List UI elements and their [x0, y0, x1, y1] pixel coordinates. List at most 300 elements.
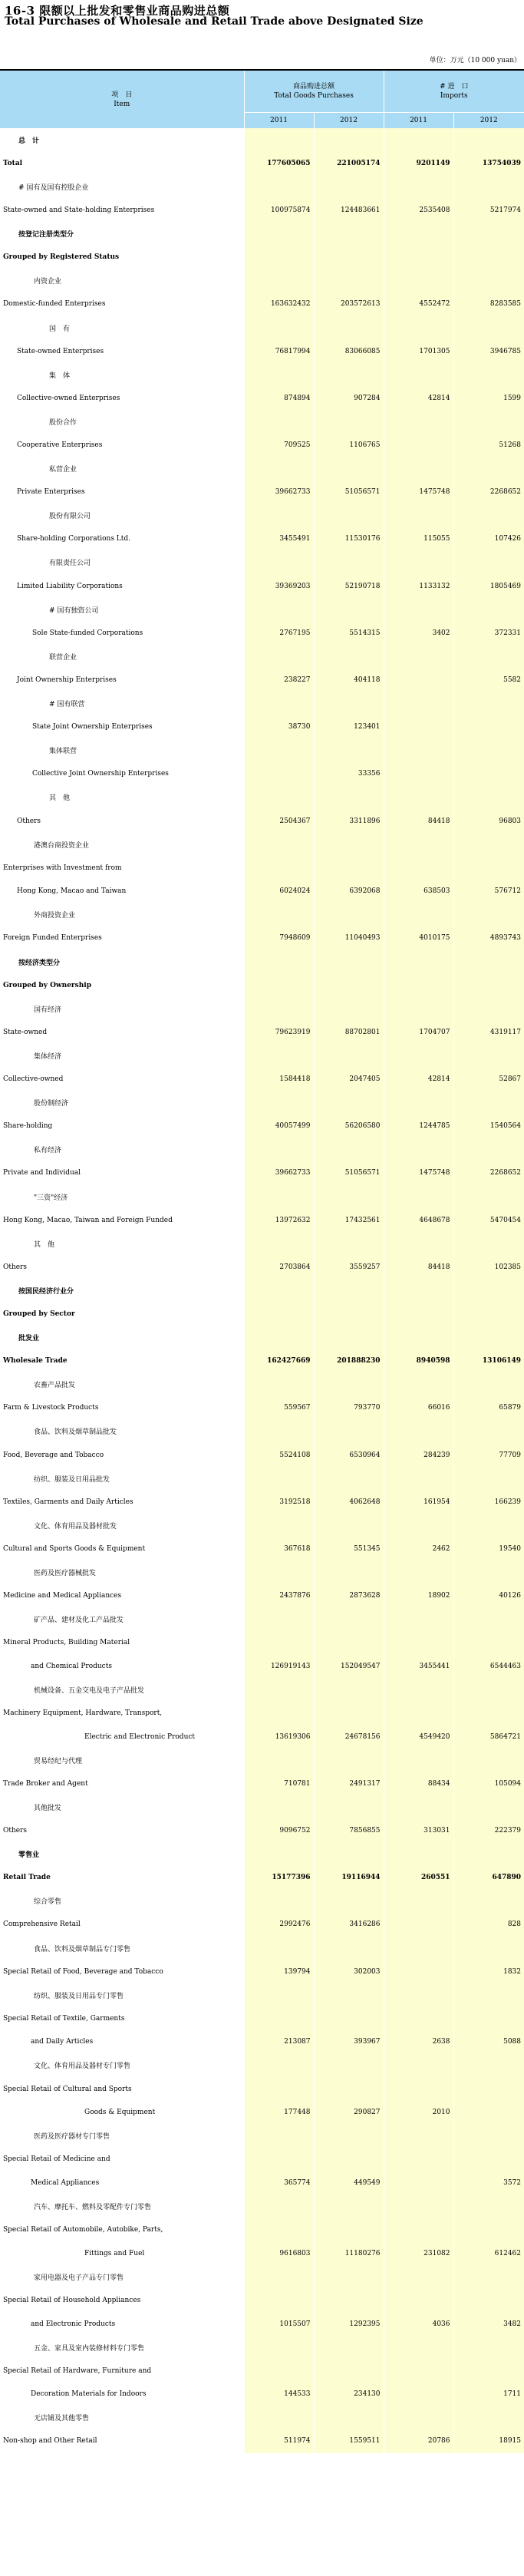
table-row — [0, 809, 524, 833]
row-value: 3482 — [453, 2312, 524, 2336]
row-value — [453, 316, 524, 340]
table-row — [0, 715, 524, 739]
row-value: 96803 — [453, 809, 524, 833]
table-row — [0, 1655, 524, 1679]
row-value — [384, 457, 453, 481]
row-value: 2504367 — [244, 809, 314, 833]
row-value — [244, 551, 314, 575]
table-row — [0, 434, 524, 457]
row-label: Collective-owned Enterprises — [0, 387, 244, 411]
row-value — [314, 410, 384, 434]
row-label: 港澳台商投资企业 — [0, 833, 244, 857]
table-row — [0, 1115, 524, 1138]
row-value: 1540564 — [453, 1115, 524, 1138]
row-value — [314, 1185, 384, 1209]
table-row — [0, 1279, 524, 1303]
row-value — [453, 222, 524, 246]
row-value — [314, 2359, 384, 2383]
row-value — [244, 222, 314, 246]
row-value — [314, 1983, 384, 2007]
table-row — [0, 2171, 524, 2195]
row-value: 83066085 — [314, 339, 384, 363]
table-row — [0, 1514, 524, 1537]
row-value — [384, 2289, 453, 2313]
row-value — [453, 175, 524, 199]
row-value — [244, 457, 314, 481]
row-value — [384, 1279, 453, 1303]
row-label: Textiles, Garments and Daily Articles — [0, 1490, 244, 1514]
row-label: Others — [0, 1256, 244, 1280]
row-value — [384, 973, 453, 997]
row-value — [453, 1937, 524, 1960]
row-value: 1106765 — [314, 434, 384, 457]
row-label: 其 他 — [0, 786, 244, 810]
row-value — [453, 1372, 524, 1396]
table-row — [0, 175, 524, 199]
table-row — [0, 2054, 524, 2078]
row-value — [384, 1842, 453, 1866]
row-value — [244, 269, 314, 293]
table-row — [0, 2101, 524, 2125]
row-label: Collective-owned — [0, 1068, 244, 1091]
row-value — [314, 1091, 384, 1115]
row-label: State-owned Enterprises — [0, 339, 244, 363]
row-value — [384, 1702, 453, 1726]
row-label: 汽车、摩托车、燃料及零配件专门零售 — [0, 2195, 244, 2218]
row-label: 按国民经济行业分 — [0, 1279, 244, 1303]
row-value — [384, 2054, 453, 2078]
header-purchases — [244, 70, 384, 113]
row-value — [244, 2054, 314, 2078]
table-row — [0, 222, 524, 246]
row-value: 2268652 — [453, 1161, 524, 1185]
row-label: 按经济类型分 — [0, 950, 244, 974]
row-value — [244, 363, 314, 387]
header-imports-cn: # 进 口 — [440, 83, 469, 91]
row-value — [314, 1044, 384, 1068]
row-value: 1711 — [453, 2383, 524, 2406]
row-value — [453, 2101, 524, 2125]
row-value — [453, 1702, 524, 1726]
row-value — [244, 1372, 314, 1396]
row-value — [453, 1303, 524, 1326]
row-value — [384, 2148, 453, 2171]
row-label: and Electronic Products — [0, 2312, 244, 2336]
table-row — [0, 1396, 524, 1420]
row-value — [244, 2336, 314, 2360]
row-value — [384, 128, 453, 152]
row-value — [453, 551, 524, 575]
row-value: 162427669 — [244, 1349, 314, 1373]
row-value: 33356 — [314, 762, 384, 786]
row-value: 166239 — [453, 1490, 524, 1514]
row-label: 其他批发 — [0, 1795, 244, 1819]
row-value — [384, 316, 453, 340]
row-value: 38730 — [244, 715, 314, 739]
table-row — [0, 1161, 524, 1185]
row-value: 793770 — [314, 1396, 384, 1420]
row-value: 123401 — [314, 715, 384, 739]
table-row — [0, 2241, 524, 2265]
row-label: Medicine and Medical Appliances — [0, 1584, 244, 1608]
row-value — [314, 973, 384, 997]
row-value — [453, 786, 524, 810]
header-item — [0, 70, 244, 128]
row-value — [314, 2218, 384, 2242]
row-value — [453, 269, 524, 293]
row-value: 39662733 — [244, 1161, 314, 1185]
table-row — [0, 2312, 524, 2336]
row-value — [384, 246, 453, 269]
row-label: 私有经济 — [0, 1138, 244, 1162]
header-year: 2011 — [384, 113, 453, 129]
row-value — [314, 692, 384, 715]
row-value — [244, 1749, 314, 1772]
row-label: 集 体 — [0, 363, 244, 387]
table-row — [0, 2124, 524, 2148]
row-value: 9616803 — [244, 2241, 314, 2265]
row-value — [384, 1326, 453, 1349]
row-value — [244, 2218, 314, 2242]
row-value — [384, 1631, 453, 1655]
row-value: 365774 — [244, 2171, 314, 2195]
table-row — [0, 504, 524, 528]
row-value: 20786 — [384, 2429, 453, 2453]
row-value — [244, 504, 314, 528]
table-row — [0, 339, 524, 363]
row-value: 3455491 — [244, 527, 314, 551]
row-value — [314, 1303, 384, 1326]
table-row — [0, 292, 524, 316]
header-year: 2012 — [453, 113, 524, 129]
row-value: 163632432 — [244, 292, 314, 316]
header-imports — [384, 70, 524, 113]
table-row — [0, 1937, 524, 1960]
row-value: 404118 — [314, 669, 384, 692]
row-label: # 国有独资公司 — [0, 598, 244, 622]
row-value — [453, 903, 524, 927]
row-value — [384, 856, 453, 880]
row-value: 3559257 — [314, 1256, 384, 1280]
row-value — [314, 1678, 384, 1702]
table-row — [0, 1725, 524, 1749]
row-value: 39662733 — [244, 481, 314, 504]
row-value: 828 — [453, 1913, 524, 1937]
row-label: 食品、饮料及烟草制品批发 — [0, 1420, 244, 1444]
row-value: 51268 — [453, 434, 524, 457]
row-value — [384, 950, 453, 974]
row-value — [244, 2359, 314, 2383]
row-value: 100975874 — [244, 199, 314, 223]
table-row — [0, 269, 524, 293]
row-value — [314, 1138, 384, 1162]
row-value — [244, 645, 314, 669]
row-value: 1704707 — [384, 1021, 453, 1045]
table-row — [0, 457, 524, 481]
table-row — [0, 997, 524, 1021]
row-label: 总 计 — [0, 128, 244, 152]
purchases-table — [0, 69, 524, 2453]
table-row — [0, 903, 524, 927]
table-row — [0, 1819, 524, 1843]
row-value: 1292395 — [314, 2312, 384, 2336]
row-value — [244, 2148, 314, 2171]
row-label: 五金、家具及室内装修材料专门零售 — [0, 2336, 244, 2360]
row-value: 1832 — [453, 1960, 524, 1983]
row-value — [453, 973, 524, 997]
row-value: 647890 — [453, 1866, 524, 1890]
row-label: Hong Kong, Macao, Taiwan and Foreign Funded — [0, 1208, 244, 1232]
row-value: 115055 — [384, 527, 453, 551]
row-value — [453, 2336, 524, 2360]
table-row — [0, 1490, 524, 1514]
row-value — [384, 2124, 453, 2148]
table-row — [0, 128, 524, 152]
table-row — [0, 1349, 524, 1373]
table-row — [0, 2195, 524, 2218]
row-value — [314, 2077, 384, 2101]
row-value: 201888230 — [314, 1349, 384, 1373]
row-value: 11530176 — [314, 527, 384, 551]
row-value: 6530964 — [314, 1443, 384, 1467]
row-value — [384, 645, 453, 669]
row-value: 1475748 — [384, 481, 453, 504]
row-value — [384, 786, 453, 810]
row-value — [314, 1749, 384, 1772]
row-value: 9096752 — [244, 1819, 314, 1843]
table-row — [0, 1584, 524, 1608]
row-value — [314, 950, 384, 974]
table-row — [0, 1091, 524, 1115]
row-label: 集体经济 — [0, 1044, 244, 1068]
row-label: 股份制经济 — [0, 1091, 244, 1115]
row-label: Grouped by Registered Status — [0, 246, 244, 269]
row-value — [314, 1560, 384, 1584]
row-value — [384, 1960, 453, 1983]
row-label: Food, Beverage and Tobacco — [0, 1443, 244, 1467]
row-value — [384, 2359, 453, 2383]
row-value — [453, 1842, 524, 1866]
row-value: 222379 — [453, 1819, 524, 1843]
row-value — [244, 2007, 314, 2031]
row-value: 234130 — [314, 2383, 384, 2406]
row-value: 177605065 — [244, 152, 314, 176]
row-value — [453, 762, 524, 786]
row-label: Medical Appliances — [0, 2171, 244, 2195]
row-value: 2437876 — [244, 1584, 314, 1608]
row-value — [314, 2195, 384, 2218]
row-label: "三资"经济 — [0, 1185, 244, 1209]
table-row — [0, 246, 524, 269]
row-value — [384, 762, 453, 786]
table-row — [0, 786, 524, 810]
table-row — [0, 2359, 524, 2383]
row-value: 2462 — [384, 1537, 453, 1561]
row-value: 3416286 — [314, 1913, 384, 1937]
row-label: 其 他 — [0, 1232, 244, 1256]
row-label: Cultural and Sports Goods & Equipment — [0, 1537, 244, 1561]
table-row — [0, 645, 524, 669]
row-value: 7856855 — [314, 1819, 384, 1843]
row-label: Special Retail of Textile, Garments — [0, 2007, 244, 2031]
row-label: Special Retail of Food, Beverage and Tobacco — [0, 1960, 244, 1983]
row-value: 84418 — [384, 809, 453, 833]
row-value — [244, 1279, 314, 1303]
row-value: 302003 — [314, 1960, 384, 1983]
row-value — [453, 1420, 524, 1444]
row-value — [384, 222, 453, 246]
row-value — [314, 1372, 384, 1396]
row-value: 40057499 — [244, 1115, 314, 1138]
row-label: 外商投资企业 — [0, 903, 244, 927]
row-value: 2047405 — [314, 1068, 384, 1091]
row-value: 874894 — [244, 387, 314, 411]
row-label: 食品、饮料及烟草制品专门零售 — [0, 1937, 244, 1960]
table-row — [0, 152, 524, 176]
row-value — [453, 504, 524, 528]
row-label: Goods & Equipment — [0, 2101, 244, 2125]
row-value — [453, 715, 524, 739]
row-value — [244, 1303, 314, 1326]
row-value: 3572 — [453, 2171, 524, 2195]
row-label: 农畜产品批发 — [0, 1372, 244, 1396]
row-value — [453, 1983, 524, 2007]
row-value — [314, 738, 384, 762]
row-value — [314, 504, 384, 528]
row-value — [314, 2265, 384, 2289]
row-value: 18902 — [384, 1584, 453, 1608]
row-value: 1133132 — [384, 574, 453, 598]
row-value — [314, 1890, 384, 1914]
row-value — [384, 1678, 453, 1702]
row-value: 5524108 — [244, 1443, 314, 1467]
row-label: Special Retail of Household Appliances — [0, 2289, 244, 2313]
row-label: Grouped by Ownership — [0, 973, 244, 997]
row-value — [314, 1514, 384, 1537]
row-label: State-owned — [0, 1021, 244, 1045]
table-row — [0, 1443, 524, 1467]
row-value — [453, 1607, 524, 1631]
table-row — [0, 1749, 524, 1772]
header-year: 2011 — [244, 113, 314, 129]
row-value: 2010 — [384, 2101, 453, 2125]
row-value — [314, 246, 384, 269]
row-value — [384, 833, 453, 857]
row-value — [384, 903, 453, 927]
row-value — [453, 950, 524, 974]
row-value: 4010175 — [384, 926, 453, 950]
row-label: 零售业 — [0, 1842, 244, 1866]
row-value — [453, 246, 524, 269]
row-label: Private Enterprises — [0, 481, 244, 504]
row-value — [244, 692, 314, 715]
row-value: 449549 — [314, 2171, 384, 2195]
row-value: 42814 — [384, 387, 453, 411]
table-row — [0, 551, 524, 575]
row-label: Trade Broker and Agent — [0, 1772, 244, 1796]
table-row — [0, 1842, 524, 1866]
table-row — [0, 1702, 524, 1726]
row-label: 联营企业 — [0, 645, 244, 669]
row-value — [453, 2195, 524, 2218]
row-value — [453, 2218, 524, 2242]
row-value — [384, 551, 453, 575]
row-value — [244, 316, 314, 340]
header-year: 2012 — [314, 113, 384, 129]
table-row — [0, 1678, 524, 1702]
row-value — [453, 1185, 524, 1209]
row-value: 313031 — [384, 1819, 453, 1843]
row-value: 1244785 — [384, 1115, 453, 1138]
row-value — [384, 598, 453, 622]
table-row — [0, 1983, 524, 2007]
row-value — [244, 1702, 314, 1726]
row-value — [453, 1326, 524, 1349]
row-value: 52190718 — [314, 574, 384, 598]
row-value: 17432561 — [314, 1208, 384, 1232]
table-row — [0, 1420, 524, 1444]
row-value: 4036 — [384, 2312, 453, 2336]
row-value — [384, 1303, 453, 1326]
row-value — [384, 1937, 453, 1960]
table-row — [0, 1960, 524, 1983]
row-value: 511974 — [244, 2429, 314, 2453]
row-label: 纺织、服装及日用品批发 — [0, 1467, 244, 1491]
table-row — [0, 1607, 524, 1631]
row-value — [244, 175, 314, 199]
row-value — [384, 1983, 453, 2007]
table-row — [0, 2383, 524, 2406]
row-value — [384, 738, 453, 762]
page-title-cn: 16-3 限额以上批发和零售业商品购进总额 — [5, 4, 230, 18]
row-label: 家用电器及电子产品专门零售 — [0, 2265, 244, 2289]
row-value — [314, 786, 384, 810]
row-value: 13972632 — [244, 1208, 314, 1232]
row-value — [244, 128, 314, 152]
row-label: 按登记注册类型分 — [0, 222, 244, 246]
row-value — [314, 856, 384, 880]
row-value — [453, 1044, 524, 1068]
row-value — [384, 1044, 453, 1068]
row-value: 42814 — [384, 1068, 453, 1091]
row-label: 国 有 — [0, 316, 244, 340]
row-label: Non-shop and Other Retail — [0, 2429, 244, 2453]
row-value — [314, 2406, 384, 2430]
row-value — [314, 903, 384, 927]
row-value: 612462 — [453, 2241, 524, 2265]
row-label: Sole State-funded Corporations — [0, 621, 244, 645]
table-row — [0, 1372, 524, 1396]
header-purchases-en: Total Goods Purchases — [274, 92, 354, 100]
row-value — [453, 997, 524, 1021]
row-value: 11040493 — [314, 926, 384, 950]
table-row — [0, 1256, 524, 1280]
row-label: 矿产品、建材及化工产品批发 — [0, 1607, 244, 1631]
row-value — [384, 1091, 453, 1115]
row-label: 综合零售 — [0, 1890, 244, 1914]
table-row — [0, 2289, 524, 2313]
row-value — [314, 1795, 384, 1819]
row-value: 52867 — [453, 1068, 524, 1091]
table-row — [0, 762, 524, 786]
row-label: and Daily Articles — [0, 2030, 244, 2054]
row-value — [314, 1631, 384, 1655]
row-value — [384, 410, 453, 434]
row-value: 1701305 — [384, 339, 453, 363]
row-value — [453, 2124, 524, 2148]
table-row — [0, 1068, 524, 1091]
row-label: Decoration Materials for Indoors — [0, 2383, 244, 2406]
